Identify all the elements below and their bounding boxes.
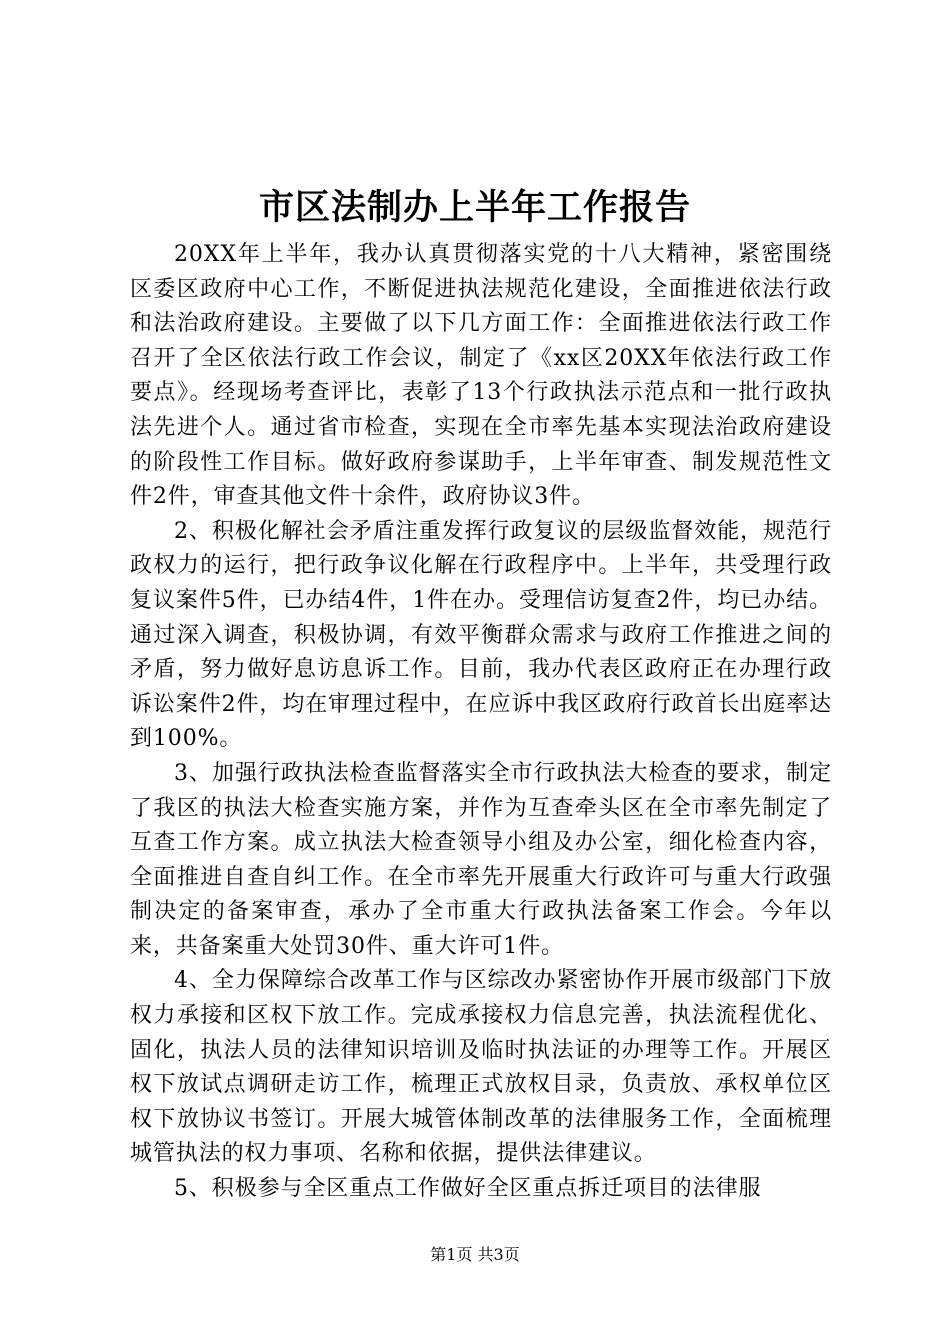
document-title: 市区法制办上半年工作报告: [258, 187, 691, 228]
page-number-footer: 第1页 共3页: [430, 1245, 520, 1264]
paragraph-2: 2、积极化解社会矛盾注重发挥行政复议的层级监督效能，规范行政权力的运行，把行政争议化解在行政程序中。上半年，共受理行政复议案件5件，已办结4件，1件在办。受理信访复查2件，均已办结。通过深入调查，积极协调，有效平衡群众需求与政府工作推进之间的矛盾，努力做好息访息诉工作。目前，我办代表区政府正在办理行政诉讼案件2件，均在审理过程中，在应诉中我区政府行政首长出庭率达到100%。: [130, 518, 832, 752]
paragraph-3: 3、加强行政执法检查监督落实全市行政执法大检查的要求，制定了我区的执法大检查实施方案，并作为互查牵头区在全市率先制定了互查工作方案。成立执法大检查领导小组及办公室，细化检查内容，全面推进自查自纠工作。在全市率先开展重大行政许可与重大行政强制决定的备案审查，承办了全市重大行政执法备案工作会。今年以来，共备案重大处罚30件、重大许可1件。: [130, 760, 832, 959]
paragraph-5: 5、积极参与全区重点工作做好全区重点拆迁项目的法律服: [174, 1176, 762, 1202]
paragraph-intro: 20XX年上半年，我办认真贯彻落实党的十八大精神，紧密围绕区委区政府中心工作，不断促进执法规范化建设，全面推进依法行政和法治政府建设。主要做了以下几方面工作：全面推进依法行政工作召开了全区依法行政工作会议，制定了《xx区20XX年依法行政工作要点》。经现场考查评比，表彰了13个行政执法示范点和一批行政执法先进个人。通过省市检查，实现在全市率先基本实现法治政府建设的阶段性工作目标。做好政府参谋助手，上半年审查、制发规范性文件2件，审查其他文件十余件，政府协议3件。: [130, 242, 832, 510]
document-body: [130, 238, 832, 1207]
paragraph-4: 4、全力保障综合改革工作与区综改办紧密协作开展市级部门下放权力承接和区权下放工作。完成承接权力信息完善，执法流程优化、固化，执法人员的法律知识培训及临时执法证的办理等工作。开展区权下放试点调研走访工作，梳理正式放权目录，负责放、承权单位区权下放协议书签订。开展大城管体制改革的法律服务工作，全面梳理城管执法的权力事项、名称和依据，提供法律建议。: [130, 968, 832, 1167]
